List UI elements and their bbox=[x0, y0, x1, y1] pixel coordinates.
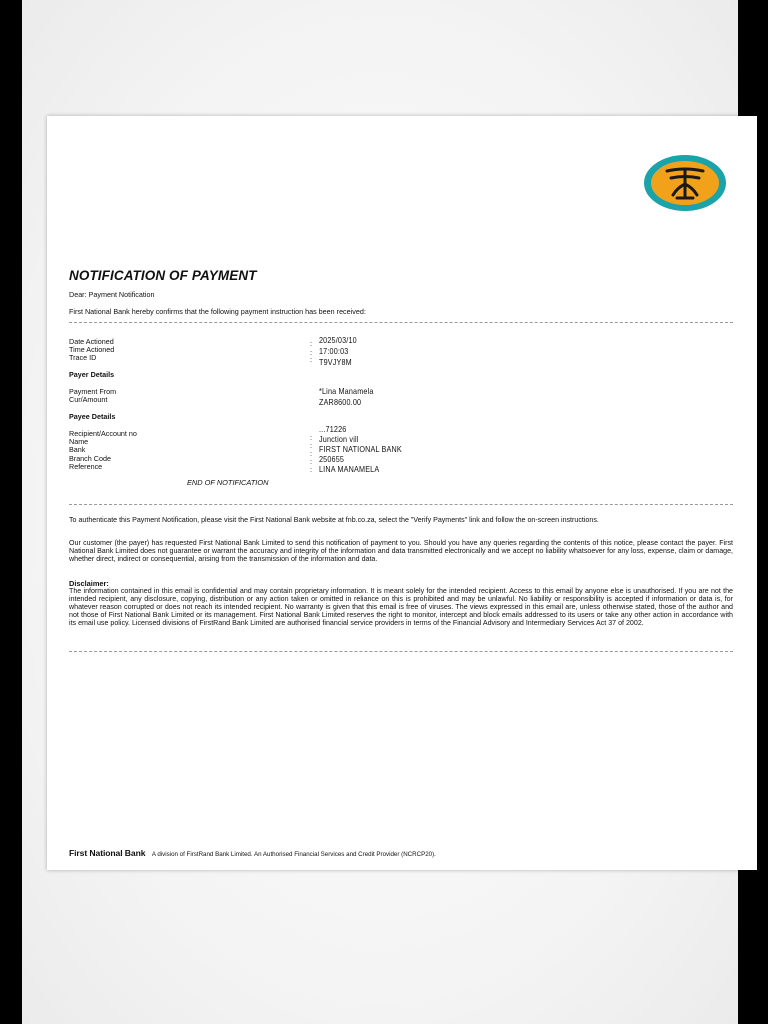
time-actioned-value: 17:00:03 bbox=[319, 347, 349, 356]
trace-id-value: T9VJY8M bbox=[319, 358, 352, 367]
colon: : bbox=[310, 355, 313, 364]
divider bbox=[69, 322, 733, 323]
payee-name-label: Name bbox=[69, 437, 89, 446]
date-actioned-value: 2025/03/10 bbox=[319, 336, 357, 345]
payee-name-value: Junction vill bbox=[319, 435, 359, 444]
payer-details-heading: Payer Details bbox=[69, 370, 115, 379]
colon: : bbox=[310, 465, 313, 474]
authenticate-text: To authenticate this Payment Notification, please visit the First National Bank website at fnb.co.za, select the "Verify Payments" link and follow the on-screen instructions. bbox=[69, 516, 599, 524]
intro-text: First National Bank hereby confirms that the following payment instruction has been received: bbox=[69, 307, 366, 316]
cur-amount-label: Cur/Amount bbox=[69, 395, 108, 404]
fnb-logo-icon bbox=[643, 154, 727, 212]
bank-value: FIRST NATIONAL BANK bbox=[319, 445, 402, 454]
colon: : bbox=[310, 348, 313, 357]
page-footer bbox=[69, 848, 436, 858]
colon: : bbox=[310, 457, 313, 466]
branch-code-value: 250655 bbox=[319, 455, 345, 464]
colon: : bbox=[310, 441, 313, 450]
reference-label: Reference bbox=[69, 462, 103, 471]
trace-id-label: Trace ID bbox=[69, 353, 97, 362]
reference-value: LINA MANAMELA bbox=[319, 465, 380, 474]
colon: : bbox=[310, 433, 313, 442]
recipient-account-value: ...71226 bbox=[319, 425, 347, 434]
customer-notice-text: Our customer (the payer) has requested First National Bank Limited to send this notification of payment to you. Should you have any queries regarding the contents of this notice, please contact the payer. First National Bank Limited does not guarantee or warrant the accuracy and integrity of the information and data transmitted electronically and we accept no liability whatsoever for any loss, expense, claim or damage, whether direct, indirect or consequential, arising from the transmission of the information and data. bbox=[69, 539, 733, 563]
payee-details-heading: Payee Details bbox=[69, 412, 116, 421]
colon: : bbox=[310, 449, 313, 458]
date-actioned-label: Date Actioned bbox=[69, 337, 114, 346]
disclaimer-text: The information contained in this email is confidential and may contain proprietary information. It is meant solely for the intended recipient. Access to this email by anyone else is unauthorised. If you are not the intended recipient, any disclosure, copying, distribution or any action taken or omitted in reliance on this is prohibited and may be unlawful. No liability or responsibility is accepted if information or data is, for whatever reason corrupted or does not reach its intended recipient. No warranty is given that this email is free of viruses. The views expressed in this email are, unless otherwise stated, those of the author and not those of First National Bank Limited or its management. First National Bank Limited reserves the right to monitor, intercept and block emails addressed to its users or take any other action in accordance with its email use policy. Licensed divisions of FirstRand Bank Limited are authorised financial service providers in terms of the Financial Advisory and Intermediary Services Act 37 of 2002. bbox=[69, 587, 733, 627]
page-title: NOTIFICATION OF PAYMENT bbox=[69, 268, 257, 283]
colon: : bbox=[310, 339, 313, 348]
disclaimer-title: Disclaimer: bbox=[69, 579, 109, 588]
cur-amount-value: ZAR8600.00 bbox=[319, 398, 362, 407]
payment-from-label: Payment From bbox=[69, 387, 117, 396]
payment-from-value: *Lina Manamela bbox=[319, 387, 374, 396]
recipient-account-label: Recipient/Account no bbox=[69, 429, 137, 438]
divider bbox=[69, 651, 733, 652]
divider bbox=[69, 504, 733, 505]
document-page bbox=[47, 116, 757, 870]
branch-code-label: Branch Code bbox=[69, 454, 111, 463]
greeting: Dear: Payment Notification bbox=[69, 290, 155, 299]
time-actioned-label: Time Actioned bbox=[69, 345, 115, 354]
footer-description: A division of FirstRand Bank Limited. An Authorised Financial Services and Credit Provider (NCRCP20). bbox=[151, 851, 436, 858]
end-of-notification: END OF NOTIFICATION bbox=[187, 478, 269, 487]
document-viewer bbox=[22, 0, 738, 1024]
footer-brand: First National Bank bbox=[69, 848, 146, 858]
bank-label: Bank bbox=[69, 445, 86, 454]
